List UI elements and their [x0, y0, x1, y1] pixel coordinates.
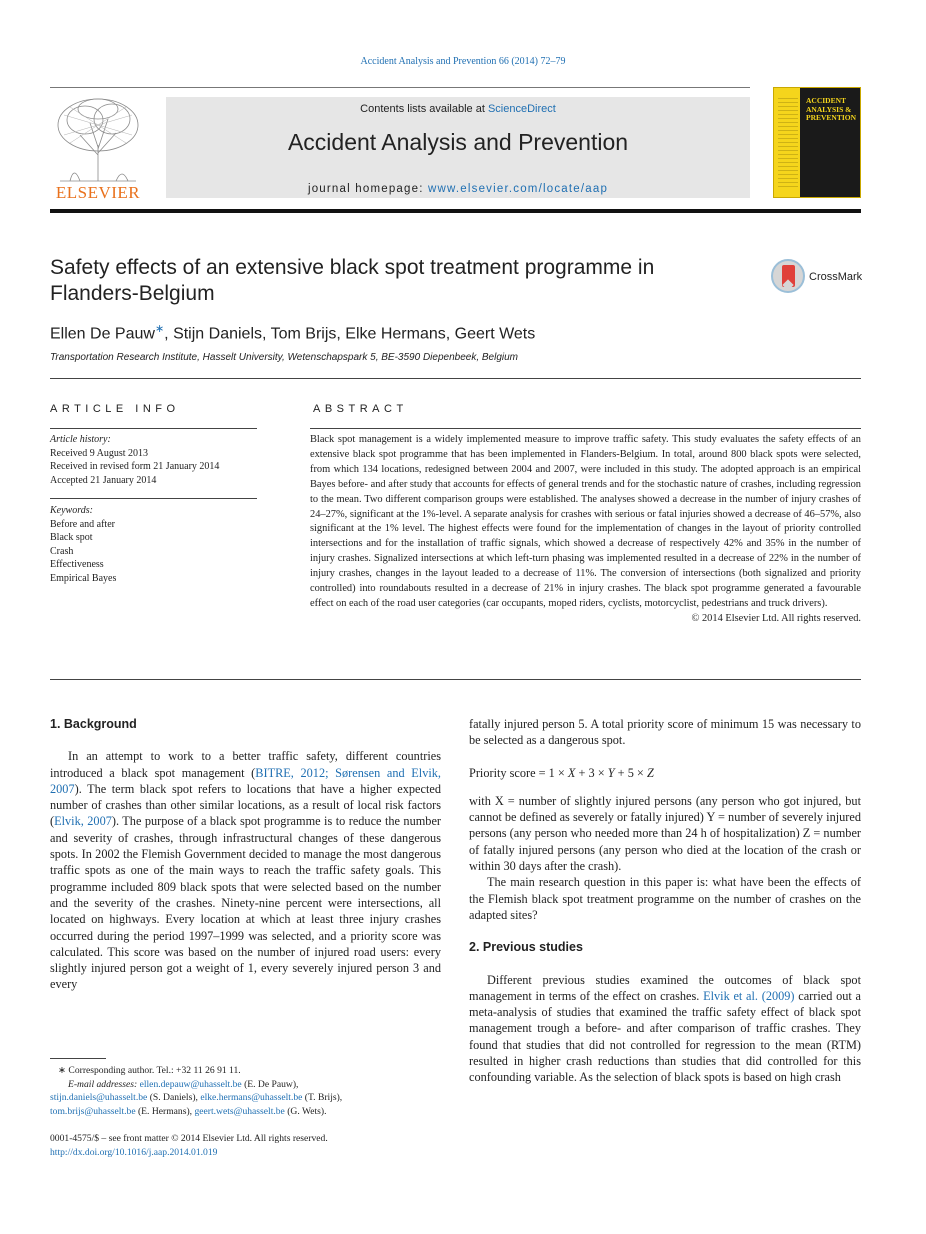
sciencedirect-link[interactable]: ScienceDirect [487, 103, 556, 115]
divider [50, 679, 861, 680]
email-addresses [50, 1078, 441, 1119]
email-link[interactable]: elke.hermans@uhasselt.be [200, 1092, 303, 1103]
email-link[interactable]: stijn.daniels@uhasselt.be [50, 1092, 148, 1103]
history-label: Article history: [50, 434, 111, 445]
elsevier-wordmark: ELSEVIER [55, 183, 141, 202]
author-corresponding: Ellen De Pauw [50, 325, 155, 343]
formula-text: + 3 × [575, 765, 608, 780]
contents-line [166, 103, 750, 115]
divider [50, 378, 861, 379]
email-owner: (T. Brijs), [302, 1092, 343, 1103]
text: carried out a meta-analysis of studies that examined the traffic safety effect of black spot management trough a before- and after comparison of traffic crashes. They found that studies that did not controlled for regression to the mean (RTM) resulted in higher crash reductions than studies that did controlled for this confounding variable. As the selection of black spots is based on high crash [469, 988, 861, 1085]
abstract-heading: ABSTRACT [313, 403, 408, 415]
paragraph [50, 748, 441, 992]
homepage-link[interactable]: www.elsevier.com/locate/aap [428, 183, 609, 195]
keywords-label: Keywords: [50, 505, 93, 516]
text: ). The purpose of a black spot programme is to reduce the number and severity of crashes, through infrastructural changes of these dangerous spots. In 2002 the Flemish Government decided to manage the most dangerous traffic spots as one of the main ways to reach the traffic safety goals. This programme included 809 black spots that were selected based on the number and the severity of the crashes. Ninety-nine percent were intersections, all located on highways. Every location at which at least three injury crashes occurred during the period 1997–1999 was selected, and a priority score was calculated. This score was based on the number of injured road users: every slightly injured person got a weight of 1, every severely injured person 3 and every [50, 814, 441, 992]
article-info-heading: ARTICLE INFO [50, 403, 180, 415]
divider [50, 428, 257, 429]
text: ). The term black spot refers to locations that have a higher expected number of crashes than other similar locations, as a result of local risk factors ( [50, 781, 441, 829]
formula-var: X [567, 765, 576, 780]
history-item: Received 9 August 2013 [50, 447, 149, 459]
body-column-left [50, 716, 441, 993]
crossmark-button[interactable] [771, 259, 866, 295]
abstract-text: Black spot management is a widely implemented measure to improve traffic safety. This study evaluates the safety effects of an extensive black spot programme that has been implemented in Flanders-Belgium. In total, around 800 black spots were selected, from which 134 locations, redesigned between 2004 and 2007, were included in this study. The adopted approach is an empirical Bayes before- and after study that accounts for effects of general trends and for the stochastic nature of crashes, including regression to the mean. Two different comparison groups were established. The analyses showed a decrease in the number of injury crashes of 24–27%, significant at the 1%-level. A separate analysis for crashes with serious or fatal injuries showed a decrease of 46–57%, also significant at the 1% level. The highest effects were found for the implementation of changes in the layout of priority controlled intersections and for the installation of traffic signals, which showed a decrease of respectively 42% and 35% in the number of injury crashes. Signalized intersections at which left-turn phasing was implemented resulted in a decrease of 22% in the number of injury crashes, changes in the layout leaded to a decrease of 11%. The conversion of intersections (both signalized and priority controlled) into roundabouts resulted in a decrease of 21% in injury crashes. The black spot programme generated a favourable effect on each of the road user categories (car occupants, moped riders, cyclists, motorcyclist, pedestrians and truck drivers). [310, 434, 861, 609]
keyword: Effectiveness [50, 559, 104, 570]
paragraph: The main research question in this paper is: what have been the effects of the Flemish black spot treatment programme on the number of crashes on the adapted sites? [469, 875, 861, 922]
journal-cover-image[interactable] [773, 87, 861, 198]
footnote-rule [50, 1058, 106, 1059]
homepage-line [166, 183, 750, 195]
body-column-right [469, 716, 861, 1086]
text: Different previous studies examined the outcomes of black spot management in terms of the effect on crashes. [469, 972, 861, 1003]
journal-title: Accident Analysis and Prevention [287, 129, 629, 155]
paragraph [469, 972, 861, 1086]
section-heading-background: 1. Background [50, 717, 137, 731]
email-link[interactable]: tom.brijs@uhasselt.be [50, 1105, 136, 1117]
text: In an attempt to work to a better traffic safety, different countries introduced a black spot management ( [50, 749, 441, 780]
header-top-rule [50, 87, 750, 88]
formula-var: Z [646, 765, 654, 780]
citation-link[interactable]: Elvik, 2007 [54, 814, 112, 829]
front-matter [50, 1132, 441, 1159]
header-thick-rule [50, 209, 861, 213]
email-link[interactable]: ellen.depauw@uhasselt.be [139, 1078, 242, 1090]
keyword: Before and after [50, 518, 115, 530]
elsevier-tree-icon [50, 95, 146, 183]
cover-title: ACCIDENT ANALYSIS & PREVENTION [806, 96, 857, 122]
email-owner: (E. Hermans), [135, 1105, 195, 1117]
article-title: Safety effects of an extensive black spot treatment programme in Flanders-Belgium [50, 256, 655, 305]
doi-link[interactable]: http://dx.doi.org/10.1016/j.aap.2014.01.019 [50, 1146, 218, 1158]
author-list [50, 322, 850, 343]
abstract-body [310, 433, 861, 627]
corresponding-author-mark[interactable]: ∗ [154, 323, 165, 335]
issn-line: 0001-4575/$ – see front matter © 2014 Elsevier Ltd. All rights reserved. [50, 1133, 328, 1144]
article-history [50, 433, 260, 487]
citation-link[interactable]: BITRE, 2012; Sørensen and Elvik, 2007 [50, 765, 441, 796]
paragraph-continued: fatally injured person 5. A total priority score of minimum 15 was necessary to be selected as a dangerous spot. [469, 717, 861, 748]
crossmark-label: CrossMark [809, 271, 863, 283]
corresponding-author-note: ∗ Corresponding author. Tel.: +32 11 26 91 11. [58, 1065, 241, 1076]
footnote [50, 1064, 441, 1118]
journal-reference[interactable]: Accident Analysis and Prevention 66 (2014) 72–79 [360, 56, 566, 67]
divider [50, 498, 257, 499]
formula-text: + 5 × [614, 765, 647, 780]
abstract-copyright: © 2014 Elsevier Ltd. All rights reserved. [691, 612, 861, 624]
formula-text: Priority score = 1 × [469, 765, 568, 780]
email-link[interactable]: geert.wets@uhasselt.be [194, 1105, 285, 1117]
citation-link[interactable]: Elvik et al. (2009) [703, 988, 795, 1003]
elsevier-logo [50, 95, 146, 203]
keywords [50, 504, 260, 585]
contents-prefix: Contents lists available at [360, 103, 488, 115]
divider [310, 428, 861, 429]
homepage-prefix: journal homepage: [307, 183, 428, 195]
email-owner: (E. De Pauw), [241, 1078, 299, 1090]
history-item: Received in revised form 21 January 2014 [50, 461, 220, 472]
history-item: Accepted 21 January 2014 [50, 474, 157, 486]
journal-banner [166, 97, 750, 198]
author-others: , Stijn Daniels, Tom Brijs, Elke Hermans, Geert Wets [164, 325, 536, 343]
cover-stripes [778, 98, 798, 188]
affiliation: Transportation Research Institute, Hasselt University, Wetenschapspark 5, BE-3590 Diepenbeek, Belgium [50, 352, 519, 363]
email-owner: (G. Wets). [284, 1105, 327, 1117]
keyword: Empirical Bayes [50, 572, 117, 584]
variable-definitions: with X = number of slightly injured persons (any person who got injured, but cannot be defined as severely or fatally injured) Y = number of severely injured persons (any person who needed more than 24 h of hospitalization) Z = number of fatally injured persons (any person who died at the location of the crash or within 30 days after the crash). [469, 793, 861, 874]
email-owner: (S. Daniels), [147, 1092, 201, 1103]
keyword: Black spot [50, 532, 93, 543]
keyword: Crash [50, 545, 74, 557]
priority-score-formula [469, 765, 861, 781]
section-heading-previous-studies: 2. Previous studies [469, 940, 583, 955]
crossmark-icon [771, 259, 805, 293]
formula-var: Y [607, 765, 615, 780]
email-label: E-mail addresses: [68, 1078, 140, 1090]
